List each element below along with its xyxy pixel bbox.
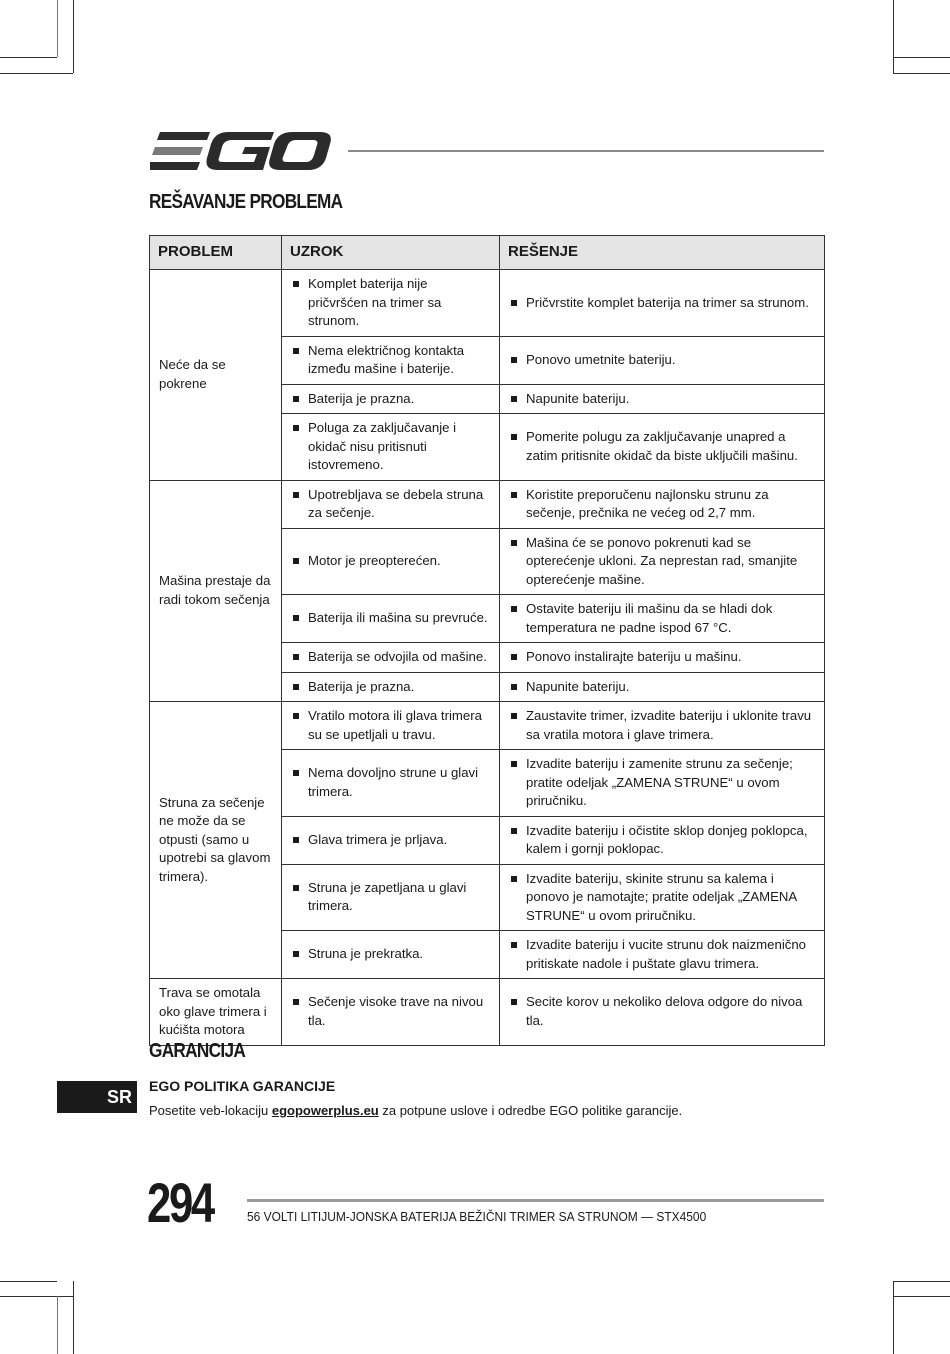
- square-bullet-icon: [293, 492, 299, 498]
- square-bullet-icon: [293, 713, 299, 719]
- cause-cell-text: Motor je preopterećen.: [308, 553, 441, 568]
- header-problem: PROBLEM: [150, 236, 282, 270]
- cause-cell-text: Vratilo motora ili glava trimera su se upetljali u travu.: [308, 708, 482, 742]
- bullet-item: [508, 390, 816, 409]
- crop-mark-bottom-right-v: [893, 1281, 894, 1354]
- crop-mark-bottom-right-h2: [893, 1296, 950, 1297]
- table-row: [150, 702, 825, 750]
- cause-cell: [282, 643, 500, 673]
- bullet-item: [290, 552, 491, 571]
- bullet-item: [290, 993, 491, 1030]
- cause-cell: [282, 384, 500, 414]
- crop-mark-bottom-left-h: [0, 1281, 57, 1282]
- crop-mark-top-left-h: [0, 57, 57, 58]
- square-bullet-icon: [511, 540, 517, 546]
- square-bullet-icon: [293, 951, 299, 957]
- square-bullet-icon: [293, 837, 299, 843]
- solution-cell: [500, 414, 825, 481]
- solution-cell: [500, 643, 825, 673]
- square-bullet-icon: [511, 654, 517, 660]
- footer-product-line: 56 VOLTI LITIJUM-JONSKA BATERIJA BEŽIČNI TRIMER SA STRUNOM — STX4500: [247, 1209, 707, 1224]
- warranty-link[interactable]: egopowerplus.eu: [271, 1103, 379, 1118]
- solution-cell-text: Napunite bateriju.: [526, 678, 630, 694]
- crop-mark-top-right-v: [893, 0, 894, 73]
- bullet-item: [508, 678, 816, 697]
- bullet-item: [290, 342, 491, 379]
- cause-cell-text: Baterija je prazna.: [308, 678, 415, 694]
- solution-cell: [500, 702, 825, 750]
- square-bullet-icon: [511, 606, 517, 612]
- bullet-item: [508, 936, 816, 973]
- cause-cell: [282, 595, 500, 643]
- bullet-item: [290, 648, 491, 667]
- problem-cell: Struna za sečenje ne može da se otpusti (samo u upotrebi sa glavom trimera).: [150, 702, 282, 979]
- ego-logo-graphic: [150, 130, 332, 172]
- solution-cell-text: Napunite bateriju.: [526, 390, 630, 406]
- problem-cell: Trava se omotala oko glave trimera i kućišta motora: [150, 979, 282, 1046]
- square-bullet-icon: [511, 761, 517, 767]
- language-tab: SR: [57, 1081, 137, 1113]
- square-bullet-icon: [293, 999, 299, 1005]
- bullet-item: [290, 831, 491, 850]
- crop-mark-bottom-left-h2: [0, 1296, 73, 1297]
- solution-cell: [500, 528, 825, 595]
- cause-cell: [282, 270, 500, 337]
- solution-cell-text: Ponovo umetnite bateriju.: [526, 351, 676, 367]
- square-bullet-icon: [293, 348, 299, 354]
- problem-cell: Mašina prestaje da radi tokom sečenja: [150, 480, 282, 702]
- cause-cell: [282, 672, 500, 702]
- solution-cell-text: Pričvrstite komplet baterija na trimer sa strunom.: [526, 294, 809, 310]
- cause-cell-text: Glava trimera je prljava.: [308, 831, 448, 847]
- cause-cell-text: Nema električnog kontakta između mašine i baterije.: [308, 342, 465, 376]
- cause-cell-text: Baterija ili mašina su prevruće.: [308, 610, 488, 626]
- cause-cell: [282, 702, 500, 750]
- cause-cell: [282, 931, 500, 979]
- crop-mark-bottom-left-v: [73, 1281, 74, 1354]
- header-rule: [348, 150, 824, 152]
- square-bullet-icon: [293, 396, 299, 402]
- cause-cell-text: Poluga za zaključavanje i okidač nisu pritisnuti istovremeno.: [308, 420, 457, 472]
- solution-cell: [500, 816, 825, 864]
- square-bullet-icon: [293, 770, 299, 776]
- table-row: [150, 979, 825, 1046]
- header-solution: REŠENJE: [500, 236, 825, 270]
- crop-mark-top-right-h: [893, 57, 950, 58]
- cause-cell-text: Baterija se odvojila od mašine.: [308, 649, 487, 664]
- table-row: [150, 270, 825, 337]
- bullet-item: [508, 351, 816, 370]
- square-bullet-icon: [293, 615, 299, 621]
- cause-cell: [282, 414, 500, 481]
- cause-cell-text: Nema dovoljno strune u glavi trimera.: [308, 765, 479, 799]
- footer-rule: [247, 1199, 824, 1202]
- crop-mark-top-left-v2: [57, 0, 58, 57]
- solution-cell: [500, 384, 825, 414]
- solution-cell: [500, 480, 825, 528]
- cause-cell-text: Komplet baterija nije pričvršćen na trimer sa strunom.: [308, 276, 442, 328]
- table-row: [150, 480, 825, 528]
- bullet-item: [290, 609, 491, 628]
- troubleshooting-table: [149, 235, 825, 1046]
- bullet-item: [290, 764, 491, 801]
- bullet-item: [508, 534, 816, 590]
- square-bullet-icon: [293, 885, 299, 891]
- bullet-item: [508, 755, 816, 811]
- square-bullet-icon: [293, 654, 299, 660]
- solution-cell-text: Izvadite bateriju, skinite strunu sa kalema i ponovo je namotajte; pratite odeljak „ZAMENA STRUNE“ u ovom priručniku.: [526, 870, 797, 923]
- problem-cell: Neće da se pokrene: [150, 270, 282, 481]
- solution-cell: [500, 595, 825, 643]
- bullet-item: [508, 648, 816, 667]
- table-body: [150, 270, 825, 1046]
- square-bullet-icon: [511, 828, 517, 834]
- bullet-item: [290, 707, 491, 744]
- bullet-item: [290, 419, 491, 475]
- square-bullet-icon: [511, 942, 517, 948]
- solution-cell-text: Zaustavite trimer, izvadite bateriju i uklonite travu sa vratila motora i glave trimera.: [526, 708, 812, 742]
- troubleshooting-title: REŠAVANJE PROBLEMA: [149, 191, 343, 213]
- solution-cell-text: Izvadite bateriju i očistite sklop donjeg poklopca, kalem i gornji poklopac.: [526, 822, 808, 856]
- cause-cell: [282, 336, 500, 384]
- cause-cell-text: Baterija je prazna.: [308, 390, 415, 406]
- bullet-item: [290, 879, 491, 916]
- warranty-subtitle: EGO POLITIKA GARANCIJE: [149, 1078, 336, 1094]
- crop-mark-top-right-h2: [893, 73, 950, 74]
- bullet-item: [290, 390, 491, 409]
- bullet-item: [508, 822, 816, 859]
- ego-logo: [150, 130, 332, 172]
- cause-cell-text: Struna je prekratka.: [308, 946, 424, 962]
- bullet-item: [290, 486, 491, 523]
- square-bullet-icon: [293, 684, 299, 690]
- bullet-item: [508, 993, 816, 1030]
- warranty-text-before: Posetite veb-lokaciju: [149, 1103, 272, 1118]
- cause-cell: [282, 816, 500, 864]
- square-bullet-icon: [511, 434, 517, 440]
- square-bullet-icon: [511, 684, 517, 690]
- bullet-item: [290, 945, 491, 964]
- solution-cell-text: Secite korov u nekoliko delova odgore do nivoa tla.: [526, 994, 803, 1028]
- square-bullet-icon: [511, 713, 517, 719]
- cause-cell: [282, 750, 500, 817]
- bullet-item: [508, 870, 816, 926]
- square-bullet-icon: [293, 558, 299, 564]
- bullet-item: [290, 275, 491, 331]
- cause-cell: [282, 528, 500, 595]
- crop-mark-bottom-left-v2: [57, 1296, 58, 1354]
- cause-cell: [282, 864, 500, 931]
- solution-cell-text: Ponovo instalirajte bateriju u mašinu.: [526, 649, 742, 664]
- cause-cell: [282, 480, 500, 528]
- square-bullet-icon: [511, 876, 517, 882]
- header-cause: UZROK: [282, 236, 500, 270]
- warranty-text: [149, 1103, 682, 1118]
- table-header-row: [150, 236, 825, 270]
- solution-cell-text: Ostavite bateriju ili mašinu da se hladi dok temperatura ne padne ispod 67 °C.: [526, 601, 773, 635]
- page-number: 294: [147, 1171, 213, 1234]
- cause-cell: [282, 979, 500, 1046]
- square-bullet-icon: [511, 999, 517, 1005]
- solution-cell: [500, 979, 825, 1046]
- solution-cell: [500, 270, 825, 337]
- bullet-item: [508, 707, 816, 744]
- crop-mark-bottom-right-h: [893, 1281, 950, 1282]
- solution-cell-text: Pomerite polugu za zaključavanje unapred a zatim pritisnite okidač da biste uključili mašinu.: [526, 429, 798, 463]
- solution-cell-text: Izvadite bateriju i zamenite strunu za sečenje; pratite odeljak „ZAMENA STRUNE“ u ovom priručniku.: [526, 756, 793, 808]
- bullet-item: [508, 600, 816, 637]
- solution-cell: [500, 750, 825, 817]
- bullet-item: [508, 486, 816, 523]
- cause-cell-text: Sečenje visoke trave na nivou tla.: [308, 994, 484, 1028]
- square-bullet-icon: [293, 425, 299, 431]
- solution-cell: [500, 336, 825, 384]
- bullet-item: [290, 678, 491, 697]
- bullet-item: [508, 294, 816, 313]
- cause-cell-text: Struna je zapetljana u glavi trimera.: [308, 879, 467, 914]
- square-bullet-icon: [511, 396, 517, 402]
- square-bullet-icon: [511, 492, 517, 498]
- bullet-item: [508, 428, 816, 465]
- square-bullet-icon: [511, 300, 517, 306]
- solution-cell-text: Izvadite bateriju i vucite strunu dok naizmenično pritiskate nadole i puštate glavu trimera.: [526, 937, 807, 971]
- square-bullet-icon: [293, 281, 299, 287]
- solution-cell: [500, 931, 825, 979]
- solution-cell-text: Mašina će se ponovo pokrenuti kad se opterećenje ukloni. Za neprestan rad, smanjite opterećenje mašine.: [526, 534, 798, 587]
- solution-cell-text: Koristite preporučenu najlonsku strunu za sečenje, prečnika ne većeg od 2,7 mm.: [526, 486, 769, 520]
- warranty-title: GARANCIJA: [149, 1040, 246, 1062]
- solution-cell: [500, 864, 825, 931]
- square-bullet-icon: [511, 357, 517, 363]
- crop-mark-top-left-h2: [0, 73, 73, 74]
- crop-mark-top-left-v: [73, 0, 74, 73]
- solution-cell: [500, 672, 825, 702]
- warranty-text-after: za potpune uslove i odredbe EGO politike garancije.: [378, 1103, 683, 1118]
- cause-cell-text: Upotrebljava se debela struna za sečenje.: [308, 486, 484, 520]
